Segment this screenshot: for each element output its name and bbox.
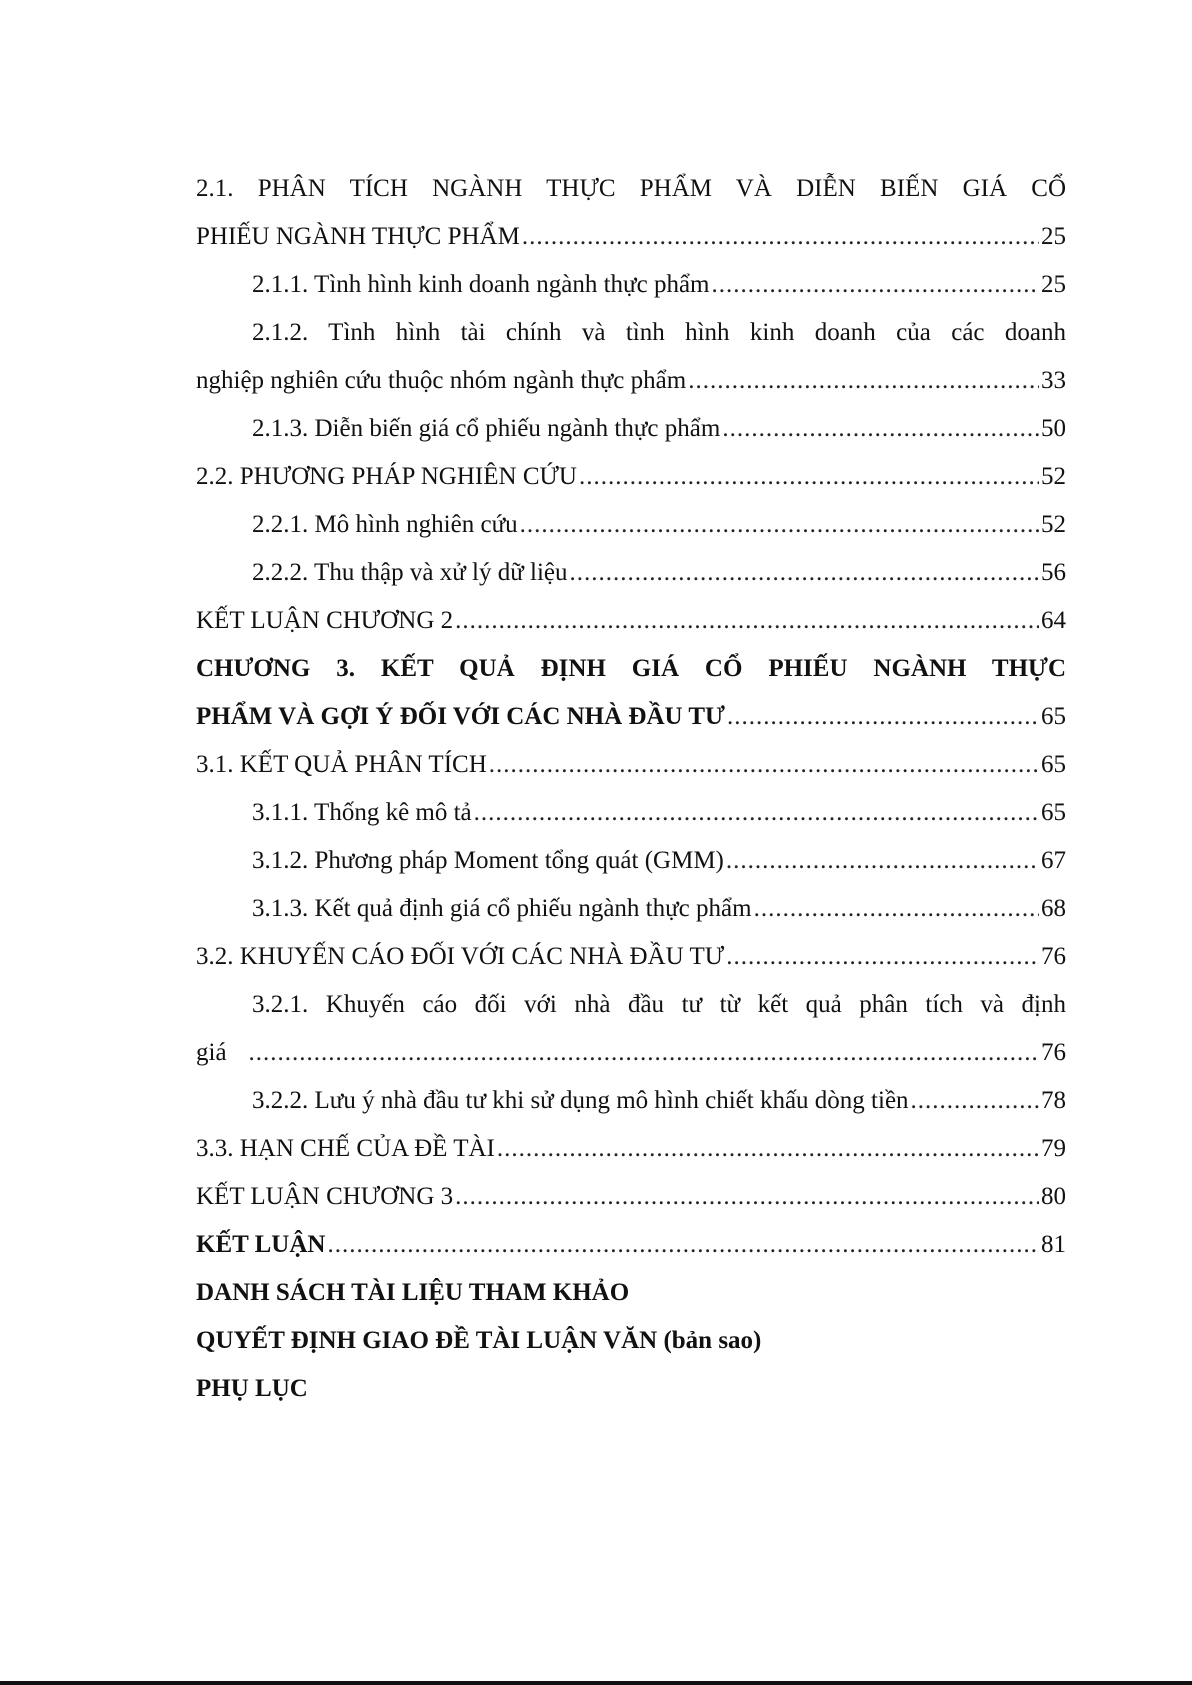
dot-leader bbox=[570, 549, 1040, 597]
toc-entry-label: 3.1.1. Thống kê mô tả bbox=[252, 799, 472, 826]
toc-entry-3-1[interactable] bbox=[196, 741, 1066, 789]
toc-entry-label: 3.1.3. Kết quả định giá cổ phiếu ngành thực phẩm bbox=[252, 895, 752, 922]
toc-entry-label: 3.2.2. Lưu ý nhà đầu tư khi sử dụng mô hình chiết khấu dòng tiền bbox=[252, 1087, 909, 1114]
toc-entry-label: 2.1.3. Diễn biến giá cổ phiếu ngành thực phẩm bbox=[252, 415, 721, 442]
toc-entry-label: nghiệp nghiên cứu thuộc nhóm ngành thực phẩm bbox=[196, 367, 687, 394]
toc-page-number: 65 bbox=[1041, 751, 1066, 778]
toc-entry-ket-luan-chuong-3[interactable] bbox=[196, 1173, 1066, 1221]
dot-leader bbox=[726, 837, 1039, 885]
toc-page-number: 25 bbox=[1041, 223, 1066, 250]
toc-entry-label: 2.2. PHƯƠNG PHÁP NGHIÊN CỨU bbox=[196, 463, 577, 490]
toc-entry-2-1-line1: 2.1. PHÂN TÍCH NGÀNH THỰC PHẨM VÀ DIỄN BIẾN GIÁ CỔ bbox=[196, 175, 1066, 202]
dot-leader bbox=[754, 885, 1039, 933]
toc-entry-2-2-2[interactable] bbox=[196, 549, 1066, 597]
toc-entry-3-1-2[interactable] bbox=[196, 837, 1066, 885]
toc-entry-3-2-1-line1: 3.2.1. Khuyến cáo đối với nhà đầu tư từ kết quả phân tích và định bbox=[252, 991, 1066, 1018]
toc-entry-label: 3.2. KHUYẾN CÁO ĐỐI VỚI CÁC NHÀ ĐẦU TƯ bbox=[196, 943, 725, 970]
toc-entry-2-1[interactable] bbox=[196, 213, 1066, 261]
dot-leader bbox=[726, 933, 1039, 981]
dot-leader bbox=[688, 357, 1039, 405]
toc-page-number: 52 bbox=[1041, 511, 1066, 538]
toc-entry-label: KẾT LUẬN CHƯƠNG 2 bbox=[196, 607, 454, 634]
toc-entry-label: 2.2.2. Thu thập và xử lý dữ liệu bbox=[252, 559, 568, 586]
toc-page-number: 76 bbox=[1041, 943, 1066, 970]
toc-entry-label: 3.1.2. Phương pháp Moment tổng quát (GMM) bbox=[252, 847, 724, 874]
dot-leader bbox=[522, 213, 1039, 261]
toc-page-number: 64 bbox=[1041, 607, 1066, 634]
toc-entry-3-2-1[interactable] bbox=[196, 1029, 1066, 1077]
toc-entry-label: DANH SÁCH TÀI LIỆU THAM KHẢO bbox=[196, 1279, 630, 1306]
toc-entry-chuong-3-line1: CHƯƠNG 3. KẾT QUẢ ĐỊNH GIÁ CỔ PHIẾU NGÀNH THỰC bbox=[196, 655, 1066, 682]
toc-entry-ket-luan[interactable] bbox=[196, 1221, 1066, 1269]
toc-entry-label: 2.1.1. Tình hình kinh doanh ngành thực phẩm bbox=[252, 271, 710, 298]
toc-entry-2-1-1[interactable] bbox=[196, 261, 1066, 309]
toc-entry-label: 2.2.1. Mô hình nghiên cứu bbox=[252, 511, 518, 538]
toc-entry-label: KẾT LUẬN CHƯƠNG 3 bbox=[196, 1183, 454, 1210]
toc-page-number: 50 bbox=[1041, 415, 1066, 442]
toc-page-number: 81 bbox=[1041, 1231, 1066, 1258]
toc-entry-label: 3.3. HẠN CHẾ CỦA ĐỀ TÀI bbox=[196, 1135, 495, 1162]
toc-page-number: 78 bbox=[1041, 1087, 1066, 1114]
dot-leader bbox=[455, 597, 1039, 645]
dot-leader bbox=[249, 1029, 1039, 1077]
toc-entry-2-2[interactable] bbox=[196, 453, 1066, 501]
dot-leader bbox=[579, 453, 1039, 501]
toc-page-number: 56 bbox=[1041, 559, 1066, 586]
toc-entry-2-1-3[interactable] bbox=[196, 405, 1066, 453]
dot-leader bbox=[474, 789, 1039, 837]
toc-entry-ket-luan-chuong-2[interactable] bbox=[196, 597, 1066, 645]
toc-entry-chuong-3[interactable] bbox=[196, 693, 1066, 741]
dot-leader bbox=[497, 1125, 1039, 1173]
toc-entry-label: 3.1. KẾT QUẢ PHÂN TÍCH bbox=[196, 751, 487, 778]
toc-page-number: 79 bbox=[1041, 1135, 1066, 1162]
bottom-edge-rule bbox=[0, 1681, 1192, 1685]
dot-leader bbox=[489, 741, 1039, 789]
toc-page-number: 65 bbox=[1041, 799, 1066, 826]
toc-page-number: 67 bbox=[1041, 847, 1066, 874]
toc-entry-3-1-3[interactable] bbox=[196, 885, 1066, 933]
toc-entry-label: giá bbox=[196, 1039, 227, 1066]
dot-leader bbox=[327, 1221, 1039, 1269]
toc-entry-quyet-dinh[interactable] bbox=[196, 1317, 1066, 1365]
dot-leader bbox=[911, 1077, 1039, 1125]
toc-entry-3-1-1[interactable] bbox=[196, 789, 1066, 837]
toc-page-number: 33 bbox=[1041, 367, 1066, 394]
toc-entry-2-2-1[interactable] bbox=[196, 501, 1066, 549]
toc-page-number: 65 bbox=[1041, 703, 1066, 730]
toc-entry-3-2-2[interactable] bbox=[196, 1077, 1066, 1125]
toc-entry-label: QUYẾT ĐỊNH GIAO ĐỀ TÀI LUẬN VĂN (bản sao) bbox=[196, 1327, 762, 1354]
dot-leader bbox=[727, 693, 1039, 741]
toc-entry-label: PHỤ LỤC bbox=[196, 1375, 308, 1402]
toc-page-number: 76 bbox=[1041, 1039, 1066, 1066]
toc-entry-2-1-2-line1: 2.1.2. Tình hình tài chính và tình hình kinh doanh của các doanh bbox=[252, 319, 1066, 346]
toc-entry-label: PHIẾU NGÀNH THỰC PHẨM bbox=[196, 223, 520, 250]
toc-entry-label: PHẨM VÀ GỢI Ý ĐỐI VỚI CÁC NHÀ ĐẦU TƯ bbox=[196, 703, 725, 730]
toc-entry-tai-lieu-tham-khao[interactable] bbox=[196, 1269, 1066, 1317]
toc-page-number: 68 bbox=[1041, 895, 1066, 922]
dot-leader bbox=[455, 1173, 1039, 1221]
dot-leader bbox=[722, 405, 1039, 453]
toc-entry-phu-luc[interactable] bbox=[196, 1365, 1066, 1413]
dot-leader bbox=[520, 501, 1039, 549]
toc-entry-2-1-2[interactable] bbox=[196, 357, 1066, 405]
toc-entry-3-3[interactable] bbox=[196, 1125, 1066, 1173]
table-of-contents bbox=[196, 165, 1066, 1413]
toc-entry-label: KẾT LUẬN bbox=[196, 1231, 326, 1258]
toc-page-number: 25 bbox=[1041, 271, 1066, 298]
toc-page-number: 80 bbox=[1041, 1183, 1066, 1210]
toc-entry-3-2[interactable] bbox=[196, 933, 1066, 981]
toc-page-number: 52 bbox=[1041, 463, 1066, 490]
dot-leader bbox=[711, 261, 1039, 309]
